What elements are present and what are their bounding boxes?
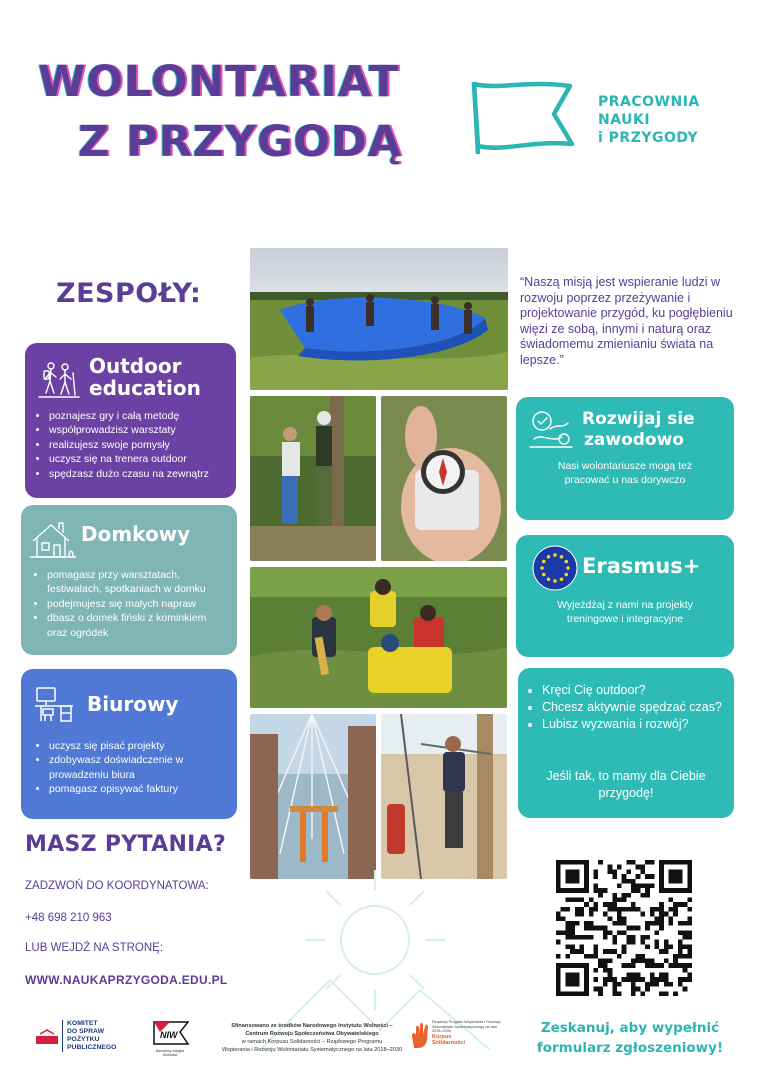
list-item: • poznajesz gry i całą metodę bbox=[49, 409, 231, 423]
brand-line-2: NAUKI bbox=[598, 112, 651, 128]
poland-eagle-icon bbox=[36, 1028, 58, 1044]
phone-number[interactable]: +48 698 210 963 bbox=[25, 912, 112, 924]
list-item: • uczysz się pisać projekty bbox=[49, 739, 233, 753]
rozwijaj-title bbox=[582, 409, 695, 451]
komitet-line-1: KOMITET bbox=[67, 1020, 98, 1027]
outdoor-title-line-2: education bbox=[89, 376, 201, 400]
brand-line-1: PRACOWNIA bbox=[598, 94, 700, 110]
list-item: oraz ogródek bbox=[47, 626, 109, 639]
brand-name bbox=[598, 93, 738, 147]
photo-blindfold-task bbox=[250, 567, 507, 708]
korpus-logo bbox=[432, 1020, 504, 1046]
answer-line-2: przygodę! bbox=[598, 786, 654, 800]
scan-caption bbox=[520, 1018, 740, 1058]
photo-blindfold-walk bbox=[250, 396, 376, 561]
domkowy-title: Domkowy bbox=[81, 522, 191, 546]
rozwijaj-text bbox=[520, 459, 730, 487]
funding-line-2: Centrum Rozwoju Społeczeństwa Obywatelskiego bbox=[245, 1031, 379, 1037]
komitet-line-2: DO SPRAW bbox=[67, 1028, 105, 1035]
outdoor-title-line-1: Outdoor bbox=[89, 354, 182, 378]
korpus-name-line-2: Solidarności bbox=[432, 1039, 466, 1046]
erasmus-text bbox=[520, 598, 730, 626]
korpus-small-text: Rządowy Program Wspierania i Rozwoju Wolontariatu Systematycznego na lata 2018–2030 bbox=[432, 1020, 501, 1034]
list-item: • realizujesz swoje pomysły bbox=[49, 438, 231, 452]
brand-line-3: i PRZYGODY bbox=[598, 130, 699, 146]
photo-group-parachute bbox=[250, 248, 508, 390]
funding-note bbox=[196, 1022, 428, 1054]
erasmus-card bbox=[516, 535, 734, 657]
domkowy-card bbox=[21, 505, 237, 655]
teams-heading: ZESPOŁY: bbox=[56, 278, 202, 309]
list-item: • Lubisz wyzwania i rozwój? bbox=[542, 716, 728, 733]
rozwijaj-text-line-2: pracować u nas dorywczo bbox=[564, 474, 686, 486]
niw-label: NIW bbox=[160, 1030, 178, 1040]
questions-answer bbox=[522, 768, 730, 802]
scan-line-2: formularz zgłoszeniowy! bbox=[536, 1040, 724, 1056]
list-item: festiwalach, spotkaniach w domku bbox=[47, 583, 206, 596]
komitet-line-4: PUBLICZNEGO bbox=[67, 1044, 117, 1051]
answer-line-1: Jeśli tak, to mamy dla Ciebie bbox=[546, 769, 706, 783]
list-item: • spędzasz dużo czasu na zewnątrz bbox=[49, 467, 231, 481]
list-item: • dbasz o domek fiński z kominkiem bbox=[47, 611, 233, 625]
domkowy-list bbox=[33, 568, 233, 640]
outdoor-education-card bbox=[25, 343, 236, 498]
korpus-name-line-1: Korpus bbox=[432, 1033, 452, 1040]
funding-line-4: Wspierania i Rozwoju Wolontariatu Systematycznego na lata 2018–2030 bbox=[221, 1047, 403, 1053]
biurowy-list bbox=[35, 739, 233, 797]
list-item: prowadzeniu biura bbox=[49, 768, 135, 781]
rozwijaj-title-line-2: zawodowo bbox=[584, 430, 684, 450]
list-item: • podejmujesz się małych napraw bbox=[47, 597, 233, 611]
photo-ropes-course bbox=[381, 714, 507, 879]
outdoor-list bbox=[35, 409, 231, 481]
questions-card bbox=[518, 668, 734, 818]
outdoor-title bbox=[89, 355, 201, 399]
flag-logo-icon bbox=[470, 78, 580, 158]
photo-compass bbox=[381, 396, 507, 561]
korpus-hand-icon bbox=[408, 1022, 432, 1050]
title-line-2: Z PRZYGODĄ bbox=[78, 117, 402, 167]
list-item: • Kręci Cię outdoor? bbox=[542, 682, 728, 699]
funding-line-1: Sfinansowano ze środków Narodowego Instytutu Wolności – bbox=[231, 1023, 393, 1029]
mission-quote: “Naszą misją jest wspieranie ludzi w rozwoju poprzez przeżywanie i projektowanie przygód, ku pogłębieniu więzi ze sobą, innymi i naturą oraz świadomemu zmienianiu świata na lepsze.” bbox=[520, 275, 733, 367]
list-item: • współprowadzisz warsztaty bbox=[49, 423, 231, 437]
website-link[interactable]: WWW.NAUKAPRZYGODA.EDU.PL bbox=[25, 973, 228, 987]
poster-title bbox=[38, 52, 458, 172]
biurowy-title: Biurowy bbox=[87, 692, 179, 716]
erasmus-text-line-2: treningowe i integracyjne bbox=[566, 613, 684, 625]
erasmus-title: Erasmus+ bbox=[582, 554, 701, 578]
komitet-line-3: POŻYTKU bbox=[67, 1036, 100, 1043]
office-desk-icon bbox=[33, 685, 75, 723]
biurowy-card bbox=[21, 669, 237, 819]
website-label: LUB WEJDŹ NA STRONĘ: bbox=[25, 942, 164, 954]
list-item: • pomagasz przy warsztatach, bbox=[47, 568, 233, 582]
list-item: • uczysz się na trenera outdoor bbox=[49, 452, 231, 466]
scan-line-1: Zeskanuj, aby wypełnić bbox=[540, 1020, 720, 1036]
hikers-icon bbox=[37, 359, 81, 399]
komitet-logo bbox=[62, 1020, 128, 1052]
call-label: ZADZWOŃ DO KOORDYNATOWA: bbox=[25, 880, 209, 892]
questions-heading: MASZ PYTANIA? bbox=[25, 832, 227, 857]
house-icon bbox=[29, 519, 77, 561]
niw-subtitle: Narodowy Instytut Wolności bbox=[155, 1049, 185, 1057]
rozwijaj-card bbox=[516, 397, 734, 520]
funding-line-3: w ramach Korpusu Solidarności – Rządowego Programu bbox=[241, 1039, 383, 1045]
eu-flag-icon bbox=[532, 545, 578, 591]
list-item: • zdobywasz doświadczenie w bbox=[49, 753, 233, 767]
rozwijaj-title-line-1: Rozwijaj sie bbox=[582, 409, 695, 429]
qr-code-icon[interactable] bbox=[556, 860, 692, 996]
list-item: • Chcesz aktywnie spędzać czas? bbox=[542, 699, 728, 716]
title-line-1: WOLONTARIAT bbox=[38, 57, 400, 107]
photo-rope-construction bbox=[250, 714, 376, 879]
list-item: • pomagasz opisywać faktury bbox=[49, 782, 233, 796]
erasmus-text-line-1: Wyjeżdżaj z nami na projekty bbox=[557, 599, 693, 611]
rozwijaj-text-line-1: Nasi wolontariusze mogą też bbox=[557, 460, 693, 472]
growth-icon bbox=[528, 409, 574, 449]
questions-list bbox=[528, 682, 728, 733]
